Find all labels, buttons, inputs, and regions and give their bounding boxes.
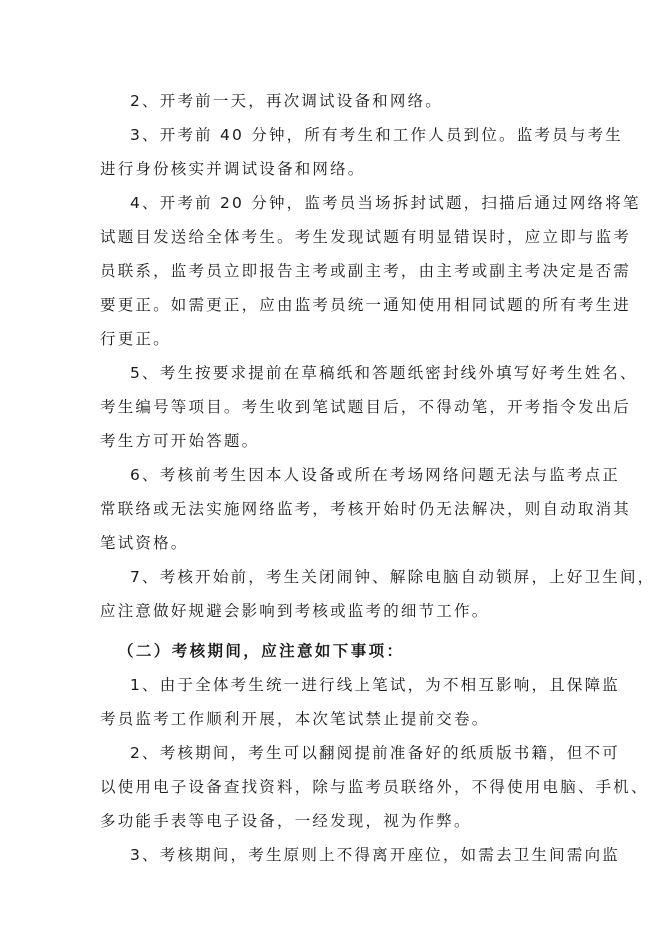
paragraph-line: 行更正。 [100, 330, 171, 348]
paragraph-line: 常联络或无法实施网络监考，考核开始时仍无法解决，则自动取消其 [100, 500, 632, 518]
paragraph-line: 员联系，监考员立即报告主考或副主考，由主考或副主考决定是否需 [100, 262, 632, 280]
paragraph-line: 1、由于全体考生统一进行线上笔试，为不相互影响，且保障监 [130, 676, 620, 694]
paragraph-line: 考生编号等项目。考生收到笔试题目后，不得动笔，开考指令发出后 [100, 398, 632, 416]
paragraph-line: 要更正。如需更正，应由监考员统一通知使用相同试题的所有考生进 [100, 296, 632, 314]
section-heading: （二）考核期间，应注意如下事项： [118, 642, 405, 660]
paragraph-line: 2、考核期间，考生可以翻阅提前准备好的纸质版书籍，但不可 [130, 744, 620, 762]
paragraph-line: 进行身份核实并调试设备和网络。 [100, 160, 366, 178]
paragraph-line: 考员监考工作顺利开展，本次笔试禁止提前交卷。 [100, 710, 490, 728]
paragraph-line: 7、考核开始前，考生关闭闹钟、解除电脑自动锁屏，上好卫生间， [130, 568, 656, 586]
paragraph-line: 考生方可开始答题。 [100, 432, 260, 450]
paragraph-line: 应注意做好规避会影响到考核或监考的细节工作。 [100, 602, 490, 620]
paragraph-line: 4、开考前 20 分钟，监考员当场拆封试题，扫描后通过网络将笔 [130, 194, 641, 212]
paragraph-line: 以使用电子设备查找资料，除与监考员联络外，不得使用电脑、手机、 [100, 778, 649, 796]
paragraph-line: 笔试资格。 [100, 534, 189, 552]
paragraph-line: 3、开考前 40 分钟，所有考生和工作人员到位。监考员与考生 [130, 126, 623, 144]
paragraph-line: 6、考核前考生因本人设备或所在考场网络问题无法与监考点正 [130, 466, 620, 484]
paragraph-line: 2、开考前一天，再次调试设备和网络。 [130, 92, 443, 110]
paragraph-line: 试题目发送给全体考生。考生发现试题有明显错误时，应立即与监考 [100, 228, 632, 246]
paragraph-line: 5、考生按要求提前在草稿纸和答题纸密封线外填写好考生姓名、 [130, 364, 638, 382]
paragraph-line: 多功能手表等电子设备，一经发现，视为作弊。 [100, 812, 472, 830]
paragraph-line: 3、考核期间，考生原则上不得离开座位，如需去卫生间需向监 [130, 846, 620, 864]
